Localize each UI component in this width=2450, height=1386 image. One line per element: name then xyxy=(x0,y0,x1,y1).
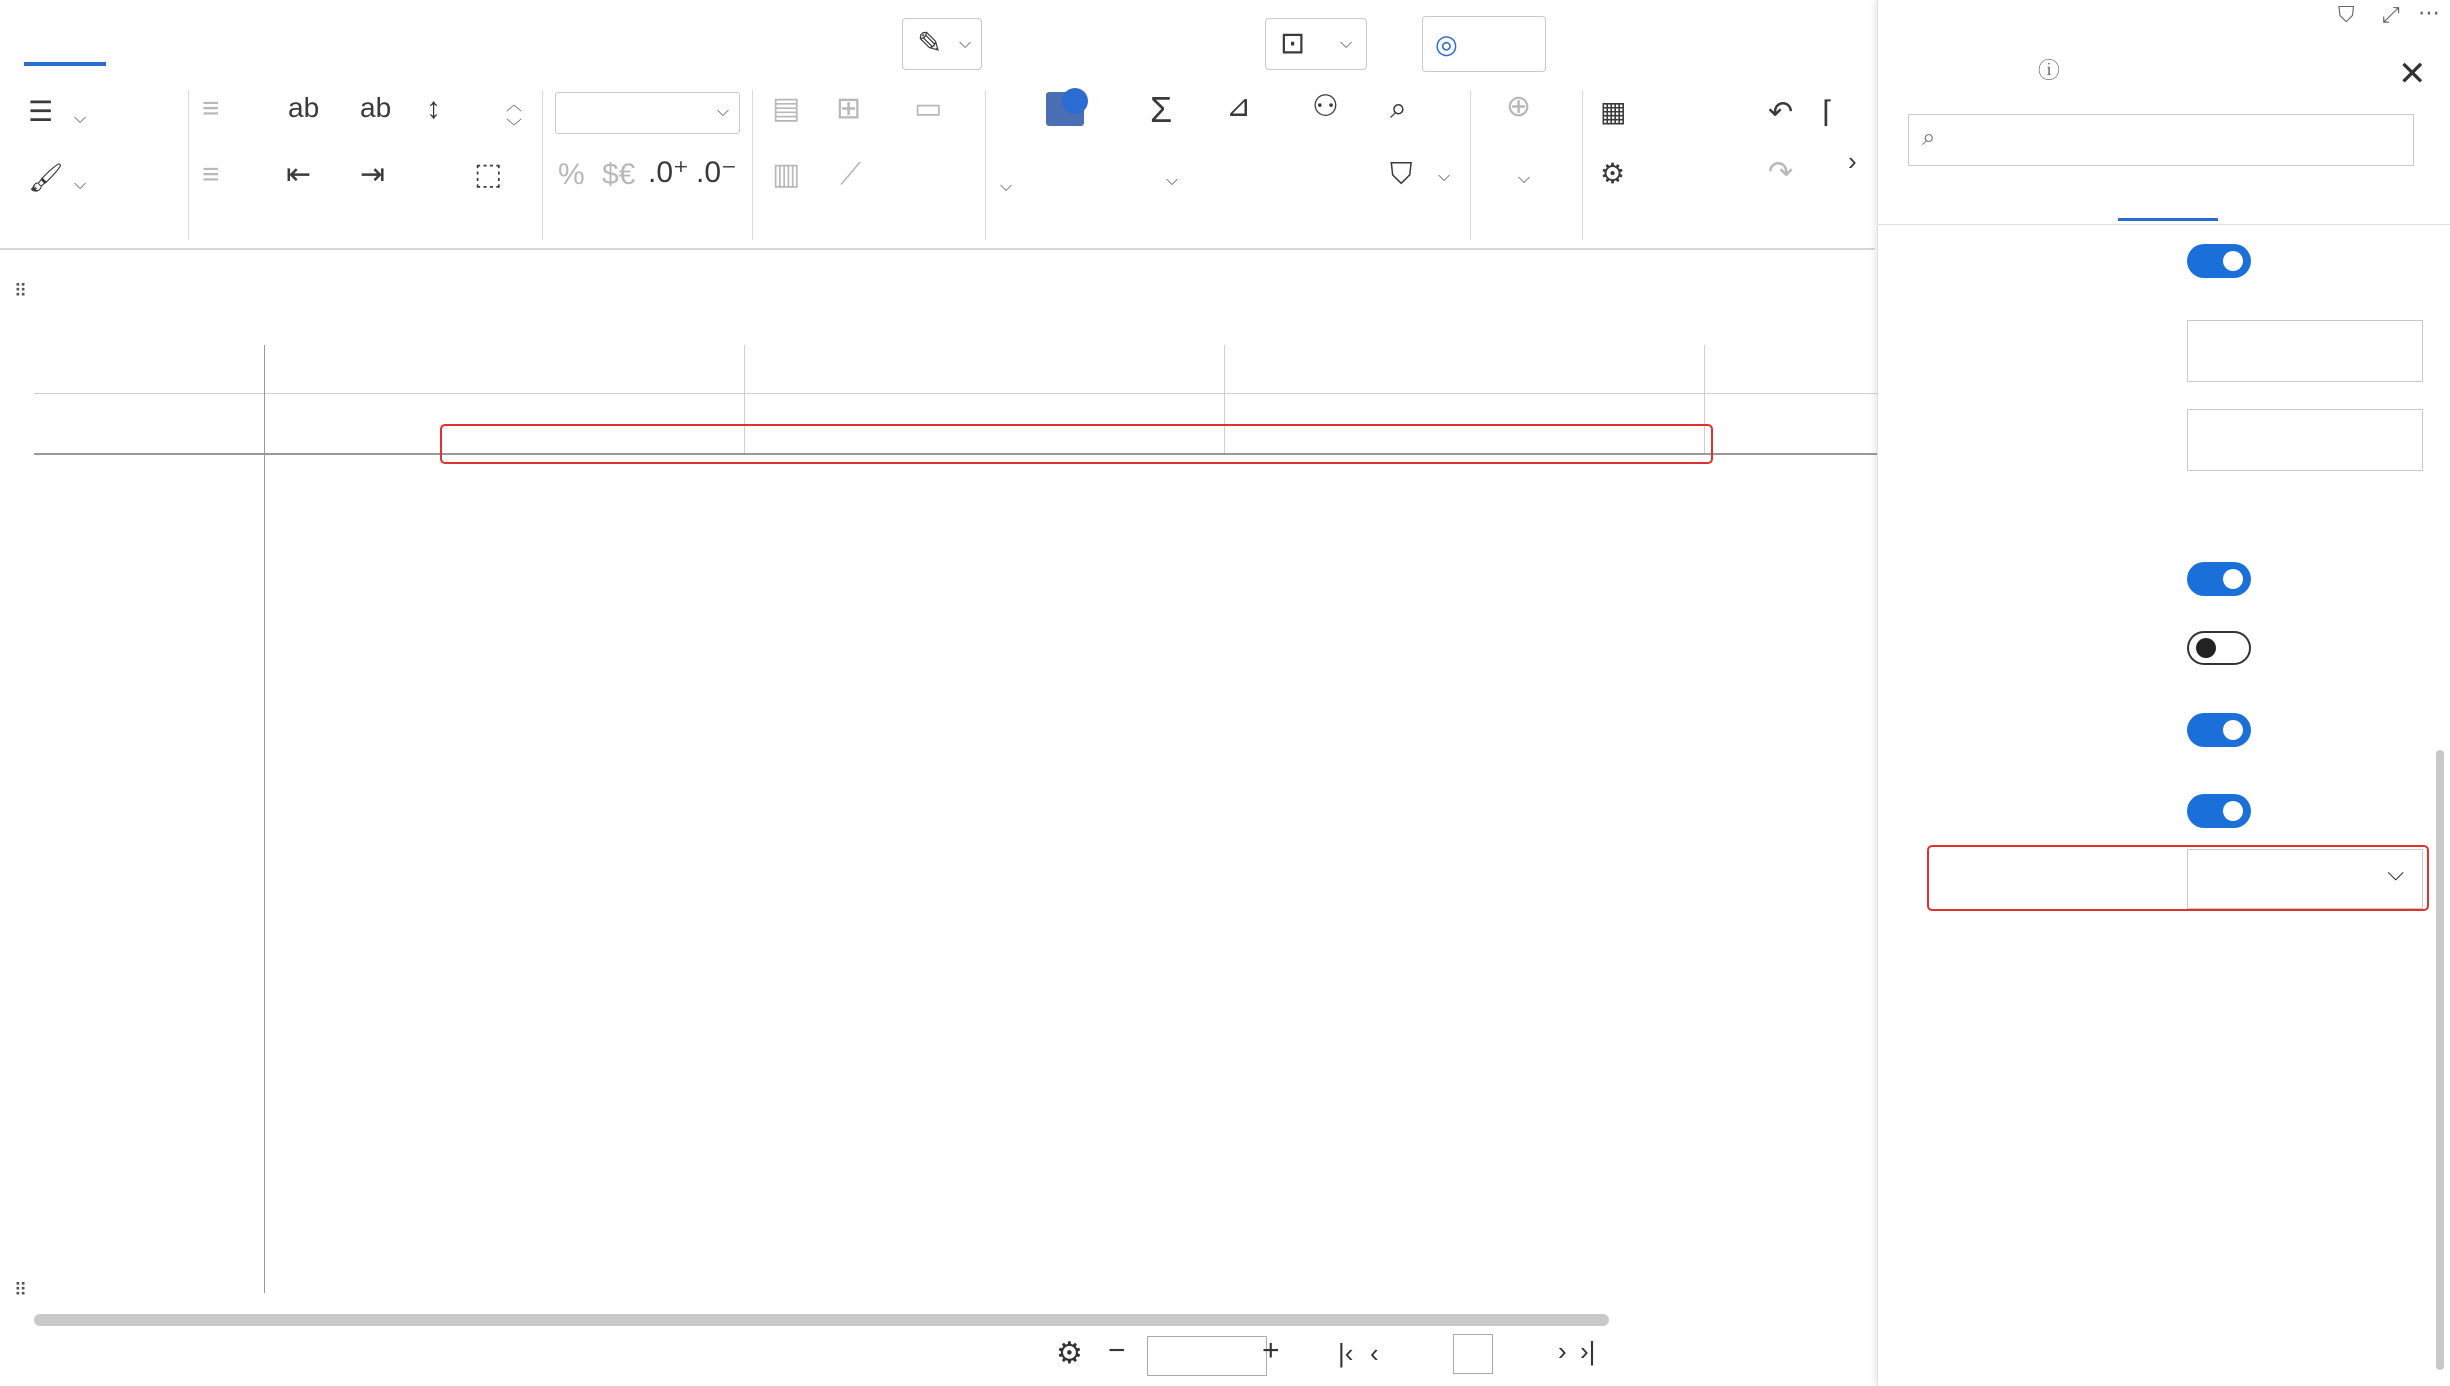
close-icon[interactable]: ✕ xyxy=(2398,55,2427,93)
undo-icon[interactable]: ↶ xyxy=(1768,96,1794,129)
hierarchy-chart-icon[interactable]: ⊞ xyxy=(836,92,862,125)
blank-row-input[interactable] xyxy=(2187,409,2423,471)
toggle-knob xyxy=(2223,720,2243,740)
zoom-in-icon[interactable]: + xyxy=(1262,1334,1280,1367)
first-page-icon[interactable]: |‹ xyxy=(1338,1338,1354,1368)
data-table xyxy=(34,345,1877,1293)
drag-handle-icon[interactable]: ⠿ xyxy=(14,1280,28,1300)
chevron-down-icon: ⌵ xyxy=(959,35,972,52)
search-icon[interactable]: ⌕ xyxy=(1390,92,1407,125)
wrap-text-icon[interactable]: ab xyxy=(288,92,320,123)
right-align-suffix-toggle[interactable] xyxy=(2187,631,2251,665)
divider xyxy=(1470,90,1471,240)
divider xyxy=(1582,90,1583,240)
redo-icon[interactable]: ↷ xyxy=(1768,156,1794,189)
scaling-label-highlight xyxy=(1927,845,2429,911)
chevron-down-icon[interactable]: ⌵ xyxy=(1438,168,1451,185)
comment-button[interactable] xyxy=(1265,18,1367,70)
frozen-column-border xyxy=(264,345,265,1293)
custom-error-input[interactable] xyxy=(2187,320,2423,382)
previous-page-icon[interactable]: ‹ xyxy=(1370,1338,1379,1368)
left-align-prefix-toggle[interactable] xyxy=(2187,562,2251,596)
top-n-icon: ⊿ xyxy=(1226,90,1252,123)
horizontal-scrollbar[interactable] xyxy=(34,1314,1609,1326)
divider xyxy=(188,90,189,240)
next-page-icon[interactable]: › xyxy=(1558,1336,1567,1366)
toggle-knob xyxy=(2223,801,2243,821)
divider xyxy=(542,90,543,240)
align-justify-icon[interactable]: ≡ xyxy=(202,158,220,191)
search-icon: ⌕ xyxy=(1922,124,1936,151)
format-button[interactable]: ⌵ xyxy=(74,176,87,193)
display-panel xyxy=(1877,0,2450,1386)
chevron-down-icon[interactable]: ⌵ xyxy=(1166,172,1179,189)
column-chart-icon[interactable]: ▥ xyxy=(772,158,801,191)
user-icon: ◎ xyxy=(1435,29,1458,59)
expand-icon[interactable]: ⤢ xyxy=(2382,2,2400,27)
sign-in-button[interactable] xyxy=(1422,16,1546,72)
notes-icon: ⊕ xyxy=(1506,90,1532,123)
zoom-input[interactable] xyxy=(1147,1336,1267,1376)
tab-divider xyxy=(1878,224,2450,225)
edit-mode-button[interactable] xyxy=(902,18,982,70)
percent-icon[interactable]: % xyxy=(558,158,585,191)
toggle-knob xyxy=(2223,569,2243,589)
currency-icon[interactable]: $€ xyxy=(602,158,636,191)
quick-format-dropdown[interactable]: ⌵ xyxy=(555,92,740,134)
edit-icon: ✎ xyxy=(917,27,943,60)
unit-label-highlight xyxy=(440,424,1713,464)
frame-icon[interactable]: ⌈ xyxy=(1822,96,1834,129)
tab-numbers-underline xyxy=(2118,218,2218,221)
chevron-right-icon[interactable]: › xyxy=(1848,146,1857,176)
stepper-up-icon[interactable]: ︿ xyxy=(506,97,523,114)
ribbon xyxy=(0,0,1875,250)
panel-search-input[interactable] xyxy=(1908,114,2414,166)
info-icon[interactable]: ⓘ xyxy=(2038,58,2061,83)
indent-increase-icon[interactable]: ⇥ xyxy=(360,158,386,191)
layout-button[interactable]: ⌵ xyxy=(74,110,87,127)
settings-gear-icon[interactable]: ⚙ xyxy=(1056,1337,1083,1370)
zoom-out-icon[interactable]: − xyxy=(1108,1334,1126,1367)
sigma-icon: Σ xyxy=(1150,89,1173,130)
gear-icon: ⚙ xyxy=(1600,158,1626,189)
templates-icon: ▦ xyxy=(1600,96,1627,127)
line-height-icon[interactable]: ↕ xyxy=(426,92,441,125)
text-orientation-icon[interactable]: ab xyxy=(360,92,392,123)
filter-icon[interactable]: ⛉ xyxy=(1390,158,1413,191)
drag-handle-icon[interactable]: ⠿ xyxy=(14,281,28,301)
table-chart-icon[interactable]: ▭ xyxy=(914,92,943,125)
toggle-knob xyxy=(2196,638,2216,658)
brush-icon: 🖌 xyxy=(28,162,64,193)
comment-icon: ⊡ xyxy=(1280,27,1306,60)
indent-decrease-icon[interactable]: ⇤ xyxy=(286,158,312,191)
prefix-null-toggle[interactable] xyxy=(2187,713,2251,747)
align-left-icon[interactable]: ≡ xyxy=(202,92,220,125)
header-divider xyxy=(34,393,1877,394)
chevron-down-icon: ⌵ xyxy=(2387,860,2404,885)
toggle-knob xyxy=(2223,251,2243,271)
layout-icon: ☰ xyxy=(28,96,54,127)
stepper-down-icon[interactable]: ﹀ xyxy=(506,119,523,136)
suppress-errors-toggle[interactable] xyxy=(2187,244,2251,278)
tab-home-underline xyxy=(24,62,106,66)
panel-vertical-scrollbar[interactable] xyxy=(2436,750,2444,1370)
explorer-icon: ⚇ xyxy=(1312,90,1339,123)
divider xyxy=(752,90,753,240)
custom-label-toggle[interactable] xyxy=(2187,794,2251,828)
bar-chart-icon[interactable]: ▤ xyxy=(772,92,801,125)
cond-format-badge xyxy=(1062,88,1088,114)
last-page-icon[interactable]: ›| xyxy=(1580,1336,1596,1366)
chevron-down-icon: ⌵ xyxy=(1340,35,1353,52)
chevron-down-icon[interactable]: ⌵ xyxy=(1518,170,1531,187)
divider xyxy=(985,90,986,240)
more-options-icon[interactable]: ⋯ xyxy=(2418,0,2440,25)
page-input[interactable] xyxy=(1453,1334,1493,1374)
conditional-formatting-label: ⌵ xyxy=(1000,178,1013,195)
increase-decimal-icon[interactable]: .0⁺ xyxy=(648,156,689,189)
line-chart-icon[interactable]: ⟋ xyxy=(840,158,861,191)
border-icon[interactable]: ⬚ xyxy=(474,158,503,191)
decrease-decimal-icon[interactable]: .0⁻ xyxy=(696,156,737,189)
filter-icon[interactable]: ⛉ xyxy=(2338,2,2355,27)
